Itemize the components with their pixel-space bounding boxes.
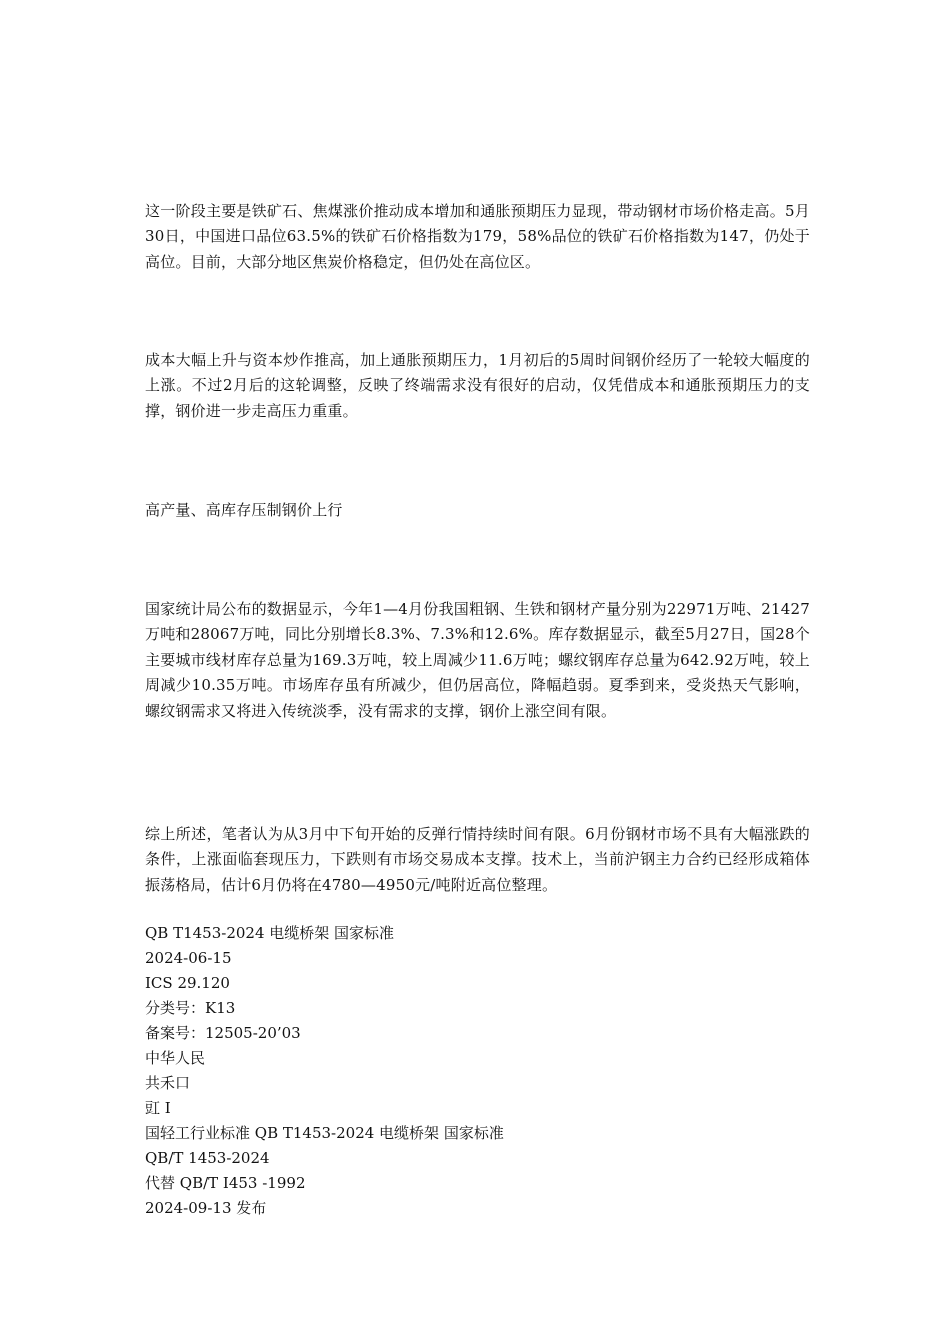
meta-line-fragment-2: 共禾口 <box>145 1074 191 1092</box>
section-heading: 高产量、高库存压制钢价上行 <box>145 501 343 519</box>
meta-line-date: 2024-06-15 <box>145 949 232 967</box>
standard-metadata-list <box>145 921 810 1221</box>
meta-line-release-date: 2024-09-13 发布 <box>145 1199 267 1217</box>
paragraph-production-and-inventory: 国家统计局公布的数据显示，今年1—4月份我国粗钢、生铁和钢材产量分别为22971万吨、21427万吨和28067万吨，同比分别增长8.3%、7.3%和12.6%。库存数据显示，截至5月27日，国28个主要城市线材库存总量为169.3万吨，较上周减少11.6万吨；螺纹钢库存总量为642.92万吨，较上周减少10.35万吨。市场库存虽有所减少，但仍居高位，降幅趋弱。夏季到来，受炎热天气影响，螺纹钢需求又将进入传统淡季，没有需求的支撑，钢价上涨空间有限。 <box>145 600 810 720</box>
meta-line-fragment-3: 豇 I <box>145 1099 171 1117</box>
meta-line-filing-number: 备案号：12505-20’03 <box>145 1024 301 1042</box>
meta-line-industry-standard: 国轻工行业标准 QB T1453-2024 电缆桥架 国家标准 <box>145 1124 504 1142</box>
paragraph-iron-ore-prices: 这一阶段主要是铁矿石、焦煤涨价推动成本增加和通胀预期压力显现，带动钢材市场价格走高。5月30日，中国进口品位63.5%的铁矿石价格指数为179，58%品位的铁矿石价格指数为147，仍处于高位。目前，大部分地区焦炭价格稳定，但仍处在高位区。 <box>145 202 810 271</box>
meta-line-classification: 分类号：K13 <box>145 999 236 1017</box>
paragraph-cost-and-inflation: 成本大幅上升与资本炒作推高，加上通胀预期压力，1月初后的5周时间钢价经历了一轮较大幅度的上涨。不过2月后的这轮调整，反映了终端需求没有很好的启动，仅凭借成本和通胀预期压力的支撑，钢价进一步走高压力重重。 <box>145 351 810 420</box>
meta-line-fragment-1: 中华人民 <box>145 1049 206 1067</box>
meta-line-standard-code: QB/T 1453-2024 <box>145 1149 270 1167</box>
paragraph-conclusion: 综上所述，笔者认为从3月中下旬开始的反弹行情持续时间有限。6月份钢材市场不具有大幅涨跌的条件，上涨面临套现压力，下跌则有市场交易成本支撑。技术上，当前沪钢主力合约已经形成箱体振荡格局，估计6月仍将在4780—4950元/吨附近高位整理。 <box>145 825 810 894</box>
meta-line-title: QB T1453-2024 电缆桥架 国家标准 <box>145 924 395 942</box>
meta-line-replaces: 代替 QB/T I453 -1992 <box>145 1174 306 1192</box>
meta-line-ics: ICS 29.120 <box>145 974 230 992</box>
